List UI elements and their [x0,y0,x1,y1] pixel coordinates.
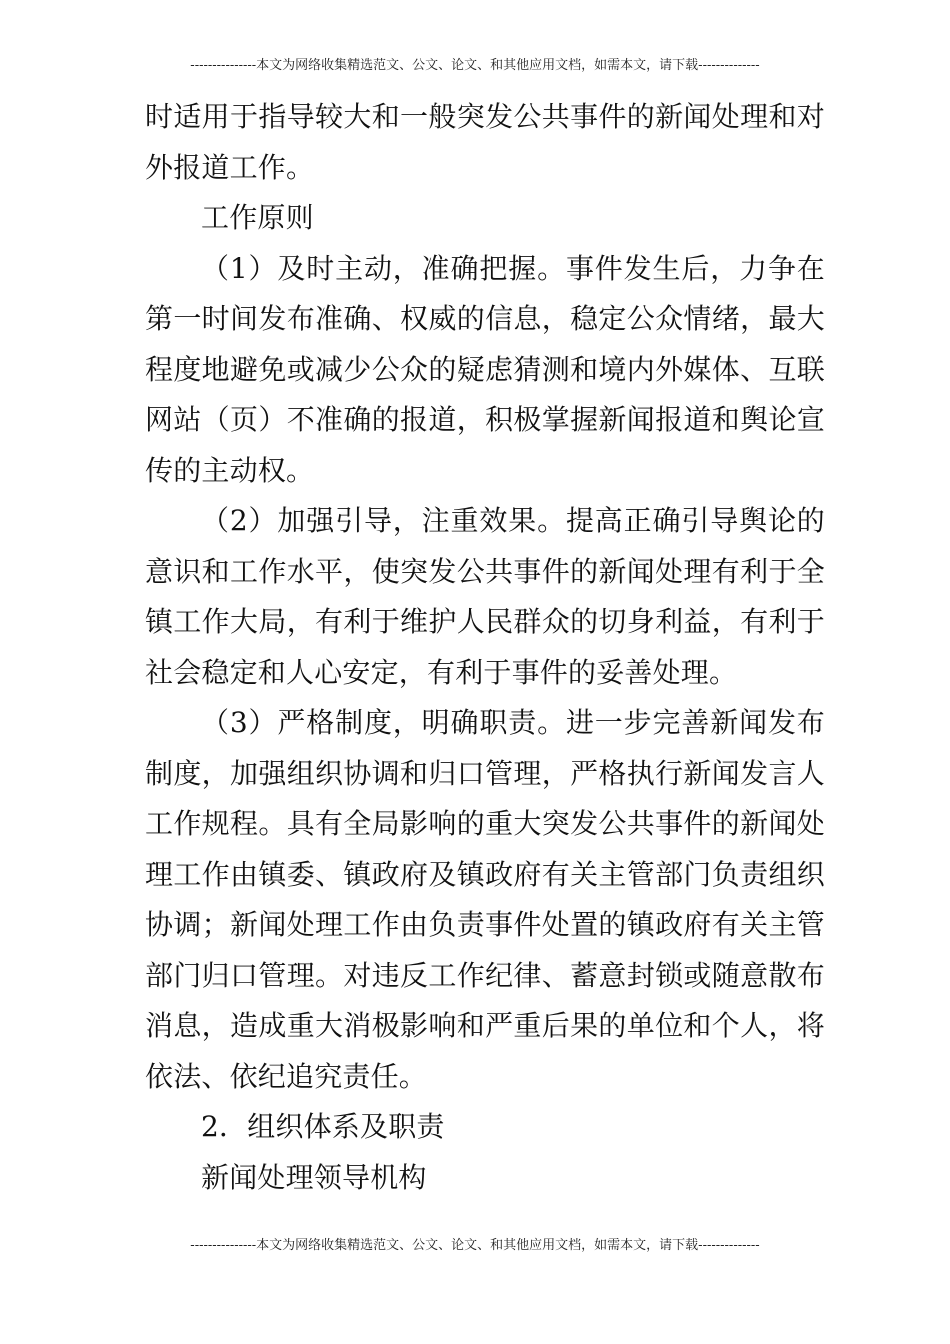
paragraph-principle-2: （2）加强引导，注重效果。提高正确引导舆论的意识和工作水平，使突发公共事件的新闻处理有利于全镇工作大局，有利于维护人民群众的切身利益，有利于社会稳定和人心安定，有利于事件的妥善处理。 [145,504,825,689]
section-heading-organization: 2．组织体系及职责 [201,1110,445,1143]
page-header-note: ---------------本文为网络收集精选范文、公文、论文、和其他应用文档，如需本文，请下载-------------- [190,58,760,73]
document-body [145,92,825,1203]
paragraph-principle-1: （1）及时主动，准确把握。事件发生后，力争在第一时间发布准确、权威的信息，稳定公众情绪，最大程度地避免或减少公众的疑虑猜测和境内外媒体、互联网站（页）不准确的报道，积极掌握新闻报道和舆论宣传的主动权。 [145,251,825,487]
section-heading-work-principles: 工作原则 [201,201,314,234]
page-footer-note: ---------------本文为网络收集精选范文、公文、论文、和其他应用文档，如需本文，请下载-------------- [190,1238,760,1253]
paragraph-principle-3: （3）严格制度，明确职责。进一步完善新闻发布制度，加强组织协调和归口管理，严格执行新闻发言人工作规程。具有全局影响的重大突发公共事件的新闻处理工作由镇委、镇政府及镇政府有关主管部门负责组织协调；新闻处理工作由负责事件处置的镇政府有关主管部门归口管理。对违反工作纪律、蓄意封锁或随意散布消息，造成重大消极影响和严重后果的单位和个人，将依法、依纪追究责任。 [145,706,825,1093]
subheading-leadership-body: 新闻处理领导机构 [201,1160,427,1194]
paragraph-continuation: 时适用于指导较大和一般突发公共事件的新闻处理和对外报道工作。 [145,100,825,184]
